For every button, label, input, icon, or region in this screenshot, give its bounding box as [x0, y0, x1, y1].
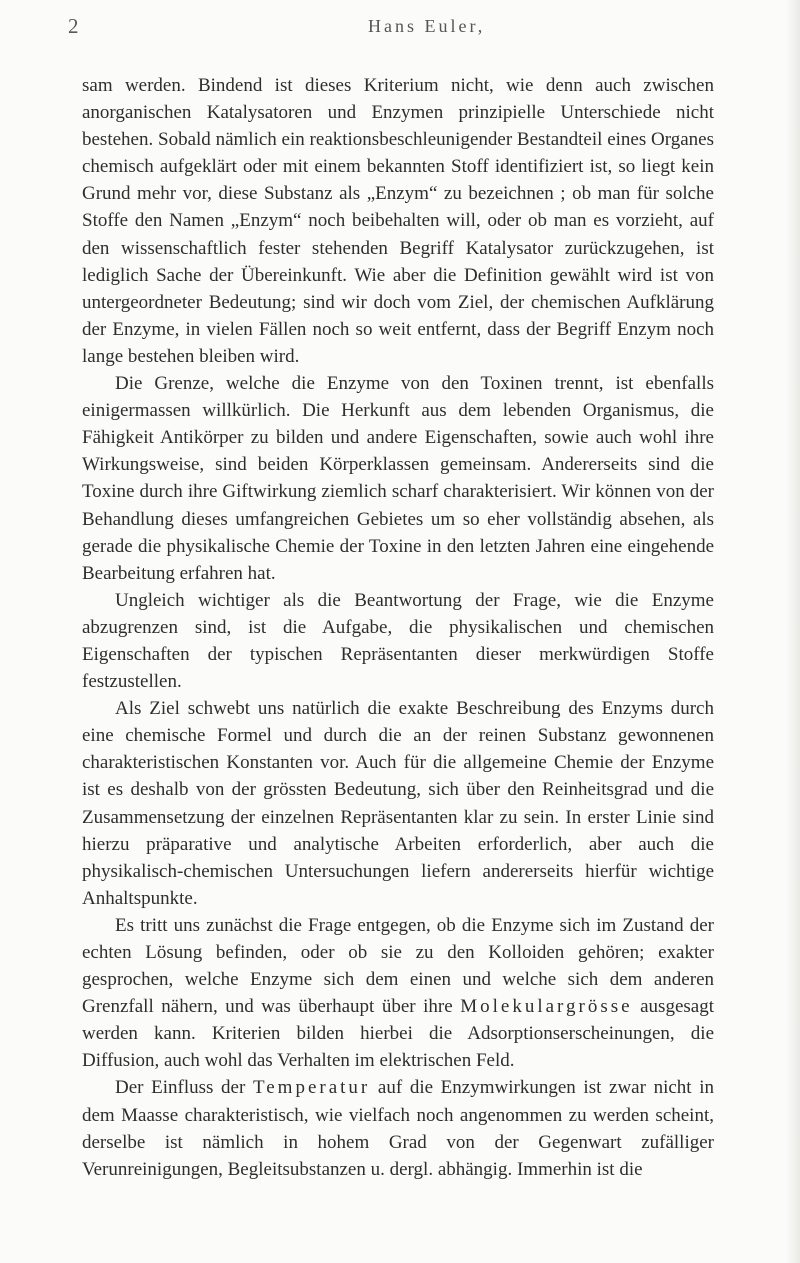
running-head: Hans Euler, — [368, 16, 486, 36]
paragraph-3: Ungleich wichtiger als die Beantwortung der Frage, wie die Enzyme abzugrenzen sind, ist die Aufgabe, die physikalischen und chemischen Eigenschaften der typischen Repräsentanten dieser merkwürdigen Stoffe festzustellen. — [82, 589, 714, 693]
paragraph-2: Die Grenze, welche die Enzyme von den Toxinen trennt, ist ebenfalls einigermassen willkürlich. Die Herkunft aus dem lebenden Organismus, die Fähigkeit Antikörper zu bilden und andere Eigenschaften, sowie auch wohl ihre Wirkungsweise, sind beiden Körperklassen gemeinsam. Andererseits sind die Toxine durch ihre Giftwirkung ziemlich scharf charakterisiert. Wir können von der Behandlung dieses umfangreichen Gebietes um so eher vollständig absehen, als gerade die physikalische Chemie der Toxine in den letzten Jahren eine eingehende Bearbeitung erfahren hat. — [82, 373, 714, 584]
emphasis-temperatur: Temperatur — [252, 1077, 371, 1099]
page-edge-shadow — [786, 0, 800, 1263]
paragraph-5 — [82, 912, 714, 1075]
body-text — [82, 72, 714, 1183]
paragraph-6-text-b: auf die Enzymwirkungen ist zwar nicht in dem Maasse charakteristisch, wie vielfach noch angenommen zu werden scheint, derselbe ist nämlich in hohem Grad von der Gegenwart zufälliger Verunreinigungen, Begleitsubstanzen u. dergl. abhängig. Immerhin ist die — [82, 1077, 714, 1180]
paragraph-5-text-b: ausgesagt werden kann. Kriterien bilden hierbei die Adsorptionserscheinungen, die Diffusion, auch wohl das Verhalten im elektrischen Feld. — [82, 996, 714, 1072]
page-number: 2 — [68, 14, 79, 38]
page-header — [0, 14, 800, 44]
paragraph-4: Als Ziel schwebt uns natürlich die exakte Beschreibung des Enzyms durch eine chemische Formel und durch die an der reinen Substanz gewonnenen charakteristischen Konstanten vor. Auch für die allgemeine Chemie der Enzyme ist es deshalb von der grössten Bedeutung, sich über den Reinheitsgrad und die Zusammensetzung der einzelnen Repräsentanten klar zu sein. In erster Linie sind hierzu präparative und analytische Arbeiten erforderlich, aber auch die physikalisch-chemischen Untersuchungen liefern andererseits hierfür wichtige Anhaltspunkte. — [82, 698, 714, 909]
paragraph-6-text-a: Der Einfluss der — [115, 1077, 253, 1099]
paragraph-5-text-a: Es tritt uns zunächst die Frage entgegen, ob die Enzyme sich im Zustand der echten Lösung befinden, oder ob sie zu den Kolloiden gehören; exakter gesprochen, welche Enzyme sich dem einen und welche sich dem anderen Grenzfall nähern, und was überhaupt über ihre — [82, 914, 714, 1018]
paragraph-1: sam werden. Bindend ist dieses Kriterium nicht, wie denn auch zwischen anorganischen Katalysatoren und Enzymen prinzipielle Unterschiede nicht bestehen. Sobald nämlich ein reaktionsbeschleunigender Bestandteil eines Organes chemisch aufgeklärt oder mit einem bekannten Stoff identifiziert ist, so liegt kein Grund mehr vor, diese Substanz als „Enzym“ zu bezeichnen ; ob man für solche Stoffe den Namen „Enzym“ noch beibehalten will, oder ob man es vorzieht, auf den wissenschaftlich fester stehenden Begriff Katalysator zurückzugehen, ist lediglich Sache der Übereinkunft. Wie aber die Definition gewählt wird ist von untergeordneter Bedeutung; sind wir doch vom Ziel, der chemischen Aufklärung der Enzyme, in vielen Fällen noch so weit entfernt, dass der Begriff Enzym noch lange bestehen bleiben wird. — [82, 75, 714, 367]
paragraph-6 — [82, 1074, 714, 1182]
emphasis-molekulargroesse: Molekulargrösse — [460, 996, 633, 1018]
